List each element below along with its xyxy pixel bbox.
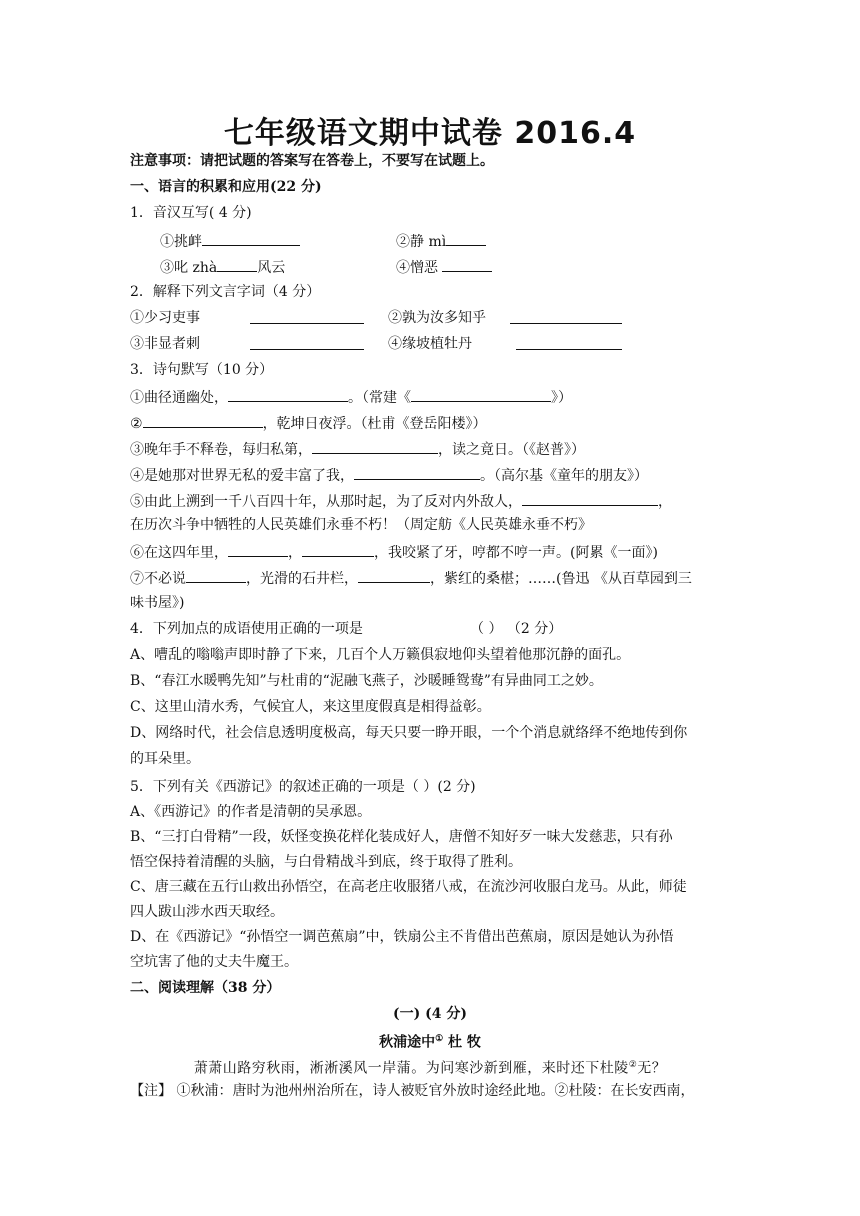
q3-line-5: ⑤由此上溯到一千八百四十年，从那时起，为了反对内外敌人， ，	[130, 491, 672, 511]
q4-option-b: B、“春江水暖鸭先知”与杜甫的“泥融飞燕子，沙暖睡鸳鸯”有异曲同工之妙。	[130, 673, 603, 689]
q1-item-a-text: ①挑衅	[160, 234, 202, 250]
q2-heading: 2．解释下列文言字词（4 分）	[130, 284, 321, 300]
q1-item-c	[160, 257, 285, 277]
answer-blank	[202, 231, 300, 246]
q4-option-a: A、嘈乱的嗡嗡声即时静了下来，几百个人万籁俱寂地仰头望着他那沉静的面孔。	[130, 647, 631, 663]
q5-option-b-cont: 悟空保持着清醒的头脑，与白骨精战斗到底，终于取得了胜利。	[130, 854, 522, 870]
q5-option-b: B、“三打白骨精”一段，妖怪变换花样化装成好人，唐僧不知好歹一味大发慈悲，只有孙	[130, 829, 673, 845]
q4-option-d: D、网络时代，社会信息透明度极高，每天只要一睁开眼，一个个消息就络绎不绝地传到你	[130, 725, 688, 741]
q5-heading: 5．下列有关《西游记》的叙述正确的一项是（ ）(2 分)	[130, 779, 476, 795]
q3-line-2: ② ，乾坤日夜浮。（杜甫《登岳阳楼》）	[130, 413, 487, 433]
answer-blank	[250, 335, 364, 355]
answer-blank	[250, 309, 364, 329]
q3-line-8: ⑦不必说 ，光滑的石井栏， ，紫红的桑椹；……(鲁迅 《从百草园到三	[130, 568, 692, 588]
q3-line-4: ④是她那对世界无私的爱丰富了我， 。（高尔基《童年的朋友》）	[130, 465, 648, 485]
poem-note: 【注】 ①秋浦：唐时为池州州治所在，诗人被贬官外放时途经此地。②杜陵：在长安西南，	[130, 1083, 695, 1099]
q1-heading: 1．音汉互写( 4 分)	[130, 205, 252, 221]
q1-item-d-text: ④憎恶	[396, 260, 438, 276]
section-1-heading: 一、语言的积累和应用(22 分)	[130, 179, 322, 195]
q3-line-1: ①曲径通幽处， 。（常建《 》）	[130, 387, 572, 407]
answer-blank	[442, 257, 492, 272]
q1-item-c-suffix: 风云	[257, 260, 286, 276]
q2-item-c: ③非显者刺	[130, 336, 200, 352]
q1-item-c-text: ③叱 zhà	[160, 260, 218, 276]
part-1-heading: (一) (4 分)	[393, 1006, 467, 1022]
q5-option-c-cont: 四人跋山涉水西天取经。	[130, 904, 284, 920]
answer-blank	[516, 335, 622, 355]
q5-option-c: C、唐三藏在五行山救出孙悟空，在高老庄收服猪八戒，在流沙河收服白龙马。从此，师徒	[130, 879, 687, 895]
q1-item-d	[396, 257, 492, 277]
q3-line-9: 味书屋》)	[130, 595, 185, 611]
q2-item-d: ④缘坡植牡丹	[388, 336, 472, 352]
q2-item-a: ①少习吏事	[130, 310, 200, 326]
answer-blank	[217, 257, 257, 272]
notice: 注意事项：请把试题的答案写在答卷上，不要写在试题上。	[130, 153, 494, 169]
answer-blank	[510, 309, 622, 329]
q1-item-b-text: ②静 mì	[396, 234, 447, 250]
poem-text: 萧萧山路穷秋雨，淅淅溪风一岸蒲。为问寒沙新到雁，来时还下杜陵②无？	[193, 1060, 667, 1077]
q3-line-7: ⑥在这四年里， ， ，我咬紧了牙，哼都不哼一声。(阿累《一面》)	[130, 542, 658, 562]
q1-item-a	[160, 231, 300, 251]
q4-option-d-cont: 的耳朵里。	[130, 751, 200, 767]
q4-answer-paren: （ ） （2 分）	[470, 621, 563, 637]
poem-title: 秋浦途中① 杜 牧	[379, 1034, 481, 1051]
page-title: 七年级语文期中试卷 2016.4	[223, 116, 637, 151]
q4-option-c: C、这里山清水秀，气候宜人，来这里度假真是相得益彰。	[130, 699, 491, 715]
q4-heading: 4．下列加点的成语使用正确的一项是	[130, 621, 363, 637]
q5-option-a: A、《西游记》的作者是清朝的吴承恩。	[130, 804, 372, 820]
q5-option-d-cont: 空坑害了他的丈夫牛魔王。	[130, 954, 298, 970]
q5-option-d: D、在《西游记》“孙悟空一调芭蕉扇”中，铁扇公主不肯借出芭蕉扇，原因是她认为孙悟	[130, 929, 674, 945]
q3-line-3: ③晚年手不释卷，每归私第， ，读之竟日。（《赵普》）	[130, 439, 585, 459]
q3-line-6: 在历次斗争中牺牲的人民英雄们永垂不朽！（周定舫《人民英雄永垂不朽》	[130, 517, 592, 533]
q3-heading: 3．诗句默写（10 分）	[130, 362, 274, 378]
answer-blank	[446, 231, 486, 246]
section-2-heading: 二、阅读理解（38 分）	[130, 980, 281, 996]
q1-item-b	[396, 231, 486, 251]
q2-item-b: ②孰为汝多知乎	[388, 310, 486, 326]
